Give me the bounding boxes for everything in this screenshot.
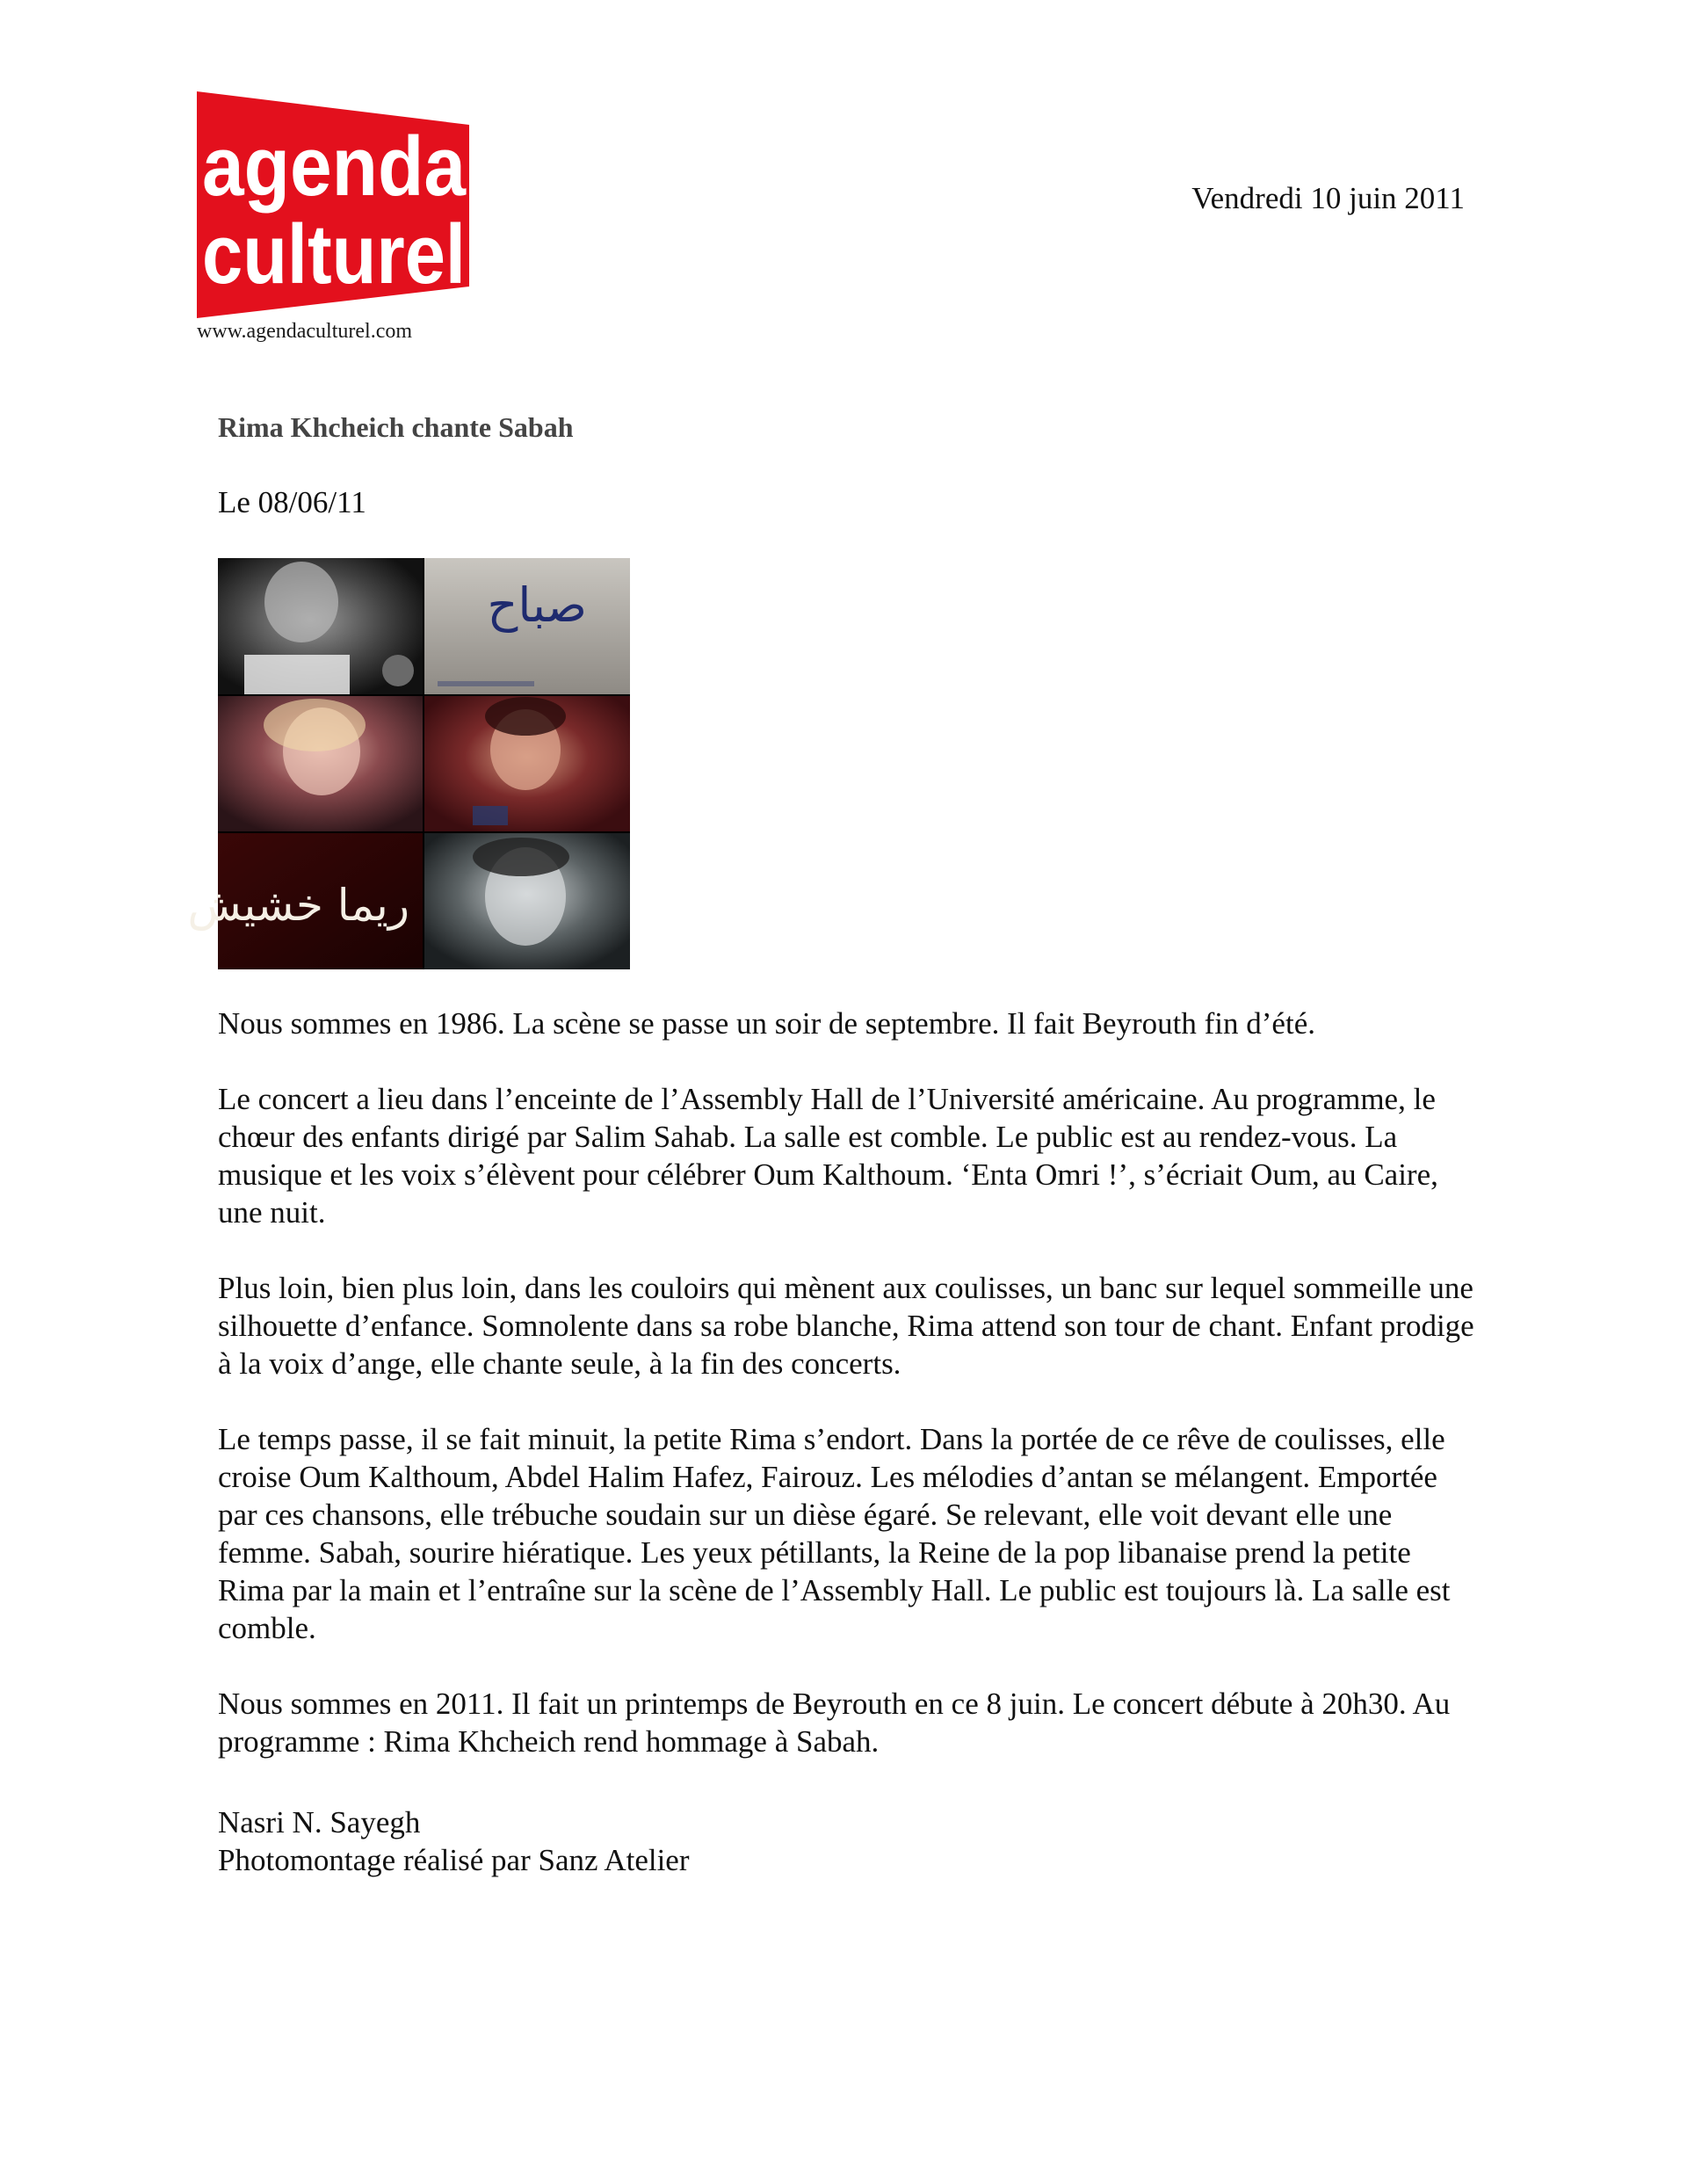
article-credits xyxy=(218,1803,690,1879)
arabic-text-rima-khcheich: ريما خشيش xyxy=(187,880,409,931)
site-url[interactable]: www.agendaculturel.com xyxy=(197,320,413,343)
article-title: Rima Khcheich chante Sabah xyxy=(218,411,574,443)
article-paragraph: Le concert a lieu dans l’enceinte de l’Assembly Hall de l’Université américaine. Au programme, le chœur des enfants dirigé par Salim Sahab. La salle est comble. Le public est au rendez-vous. La musique et les voix s’élèvent pour célébrer Oum Kalthoum. ‘Enta Omri !’, s’écriait Oum, au Caire, une nuit. xyxy=(218,1082,1438,1230)
article-paragraph: Plus loin, bien plus loin, dans les couloirs qui mènent aux coulisses, un banc sur lequel sommeille une silhouette d’enfance. Somnolente dans sa robe blanche, Rima attend son tour de chant. Enfant prodige à la voix d’ange, elle chante seule, à la fin des concerts. xyxy=(218,1271,1474,1381)
article-paragraph: Nous sommes en 2011. Il fait un printemps de Beyrouth en ce 8 juin. Le concert débute à 20h30. Au programme : Rima Khcheich rend hommage à Sabah. xyxy=(218,1687,1451,1759)
logo-line-2: culturel xyxy=(202,207,466,301)
article-paragraph: Le temps passe, il se fait minuit, la petite Rima s’endort. Dans la portée de ce rêve de coulisses, elle croise Oum Kalthoum, Abdel Halim Hafez, Fairouz. Les mélodies d’antan se mélangent. Emportée par ces chansons, elle trébuche soudain sur un dièse égaré. Se relevant, elle voit devant elle une femme. Sabah, sourire hiératique. Les yeux pétillants, la Reine de la pop libanaise prend la petite Rima par la main et l’entraîne sur la scène de l’Assembly Hall. Le public est toujours là. La salle est comble. xyxy=(218,1422,1451,1645)
article-body xyxy=(218,1005,1483,1798)
article-date: Le 08/06/11 xyxy=(218,485,366,519)
photomontage-image xyxy=(187,558,630,969)
logo-line-1: agenda xyxy=(202,120,467,214)
agenda-culturel-logo xyxy=(197,91,469,318)
arabic-text-sabah: صباح xyxy=(487,577,587,633)
publication-date: Vendredi 10 juin 2011 xyxy=(1191,181,1465,215)
photo-credit: Photomontage réalisé par Sanz Atelier xyxy=(218,1843,690,1877)
author-name: Nasri N. Sayegh xyxy=(218,1805,421,1839)
article-paragraph: Nous sommes en 1986. La scène se passe un soir de septembre. Il fait Beyrouth fin d’été. xyxy=(218,1006,1315,1041)
